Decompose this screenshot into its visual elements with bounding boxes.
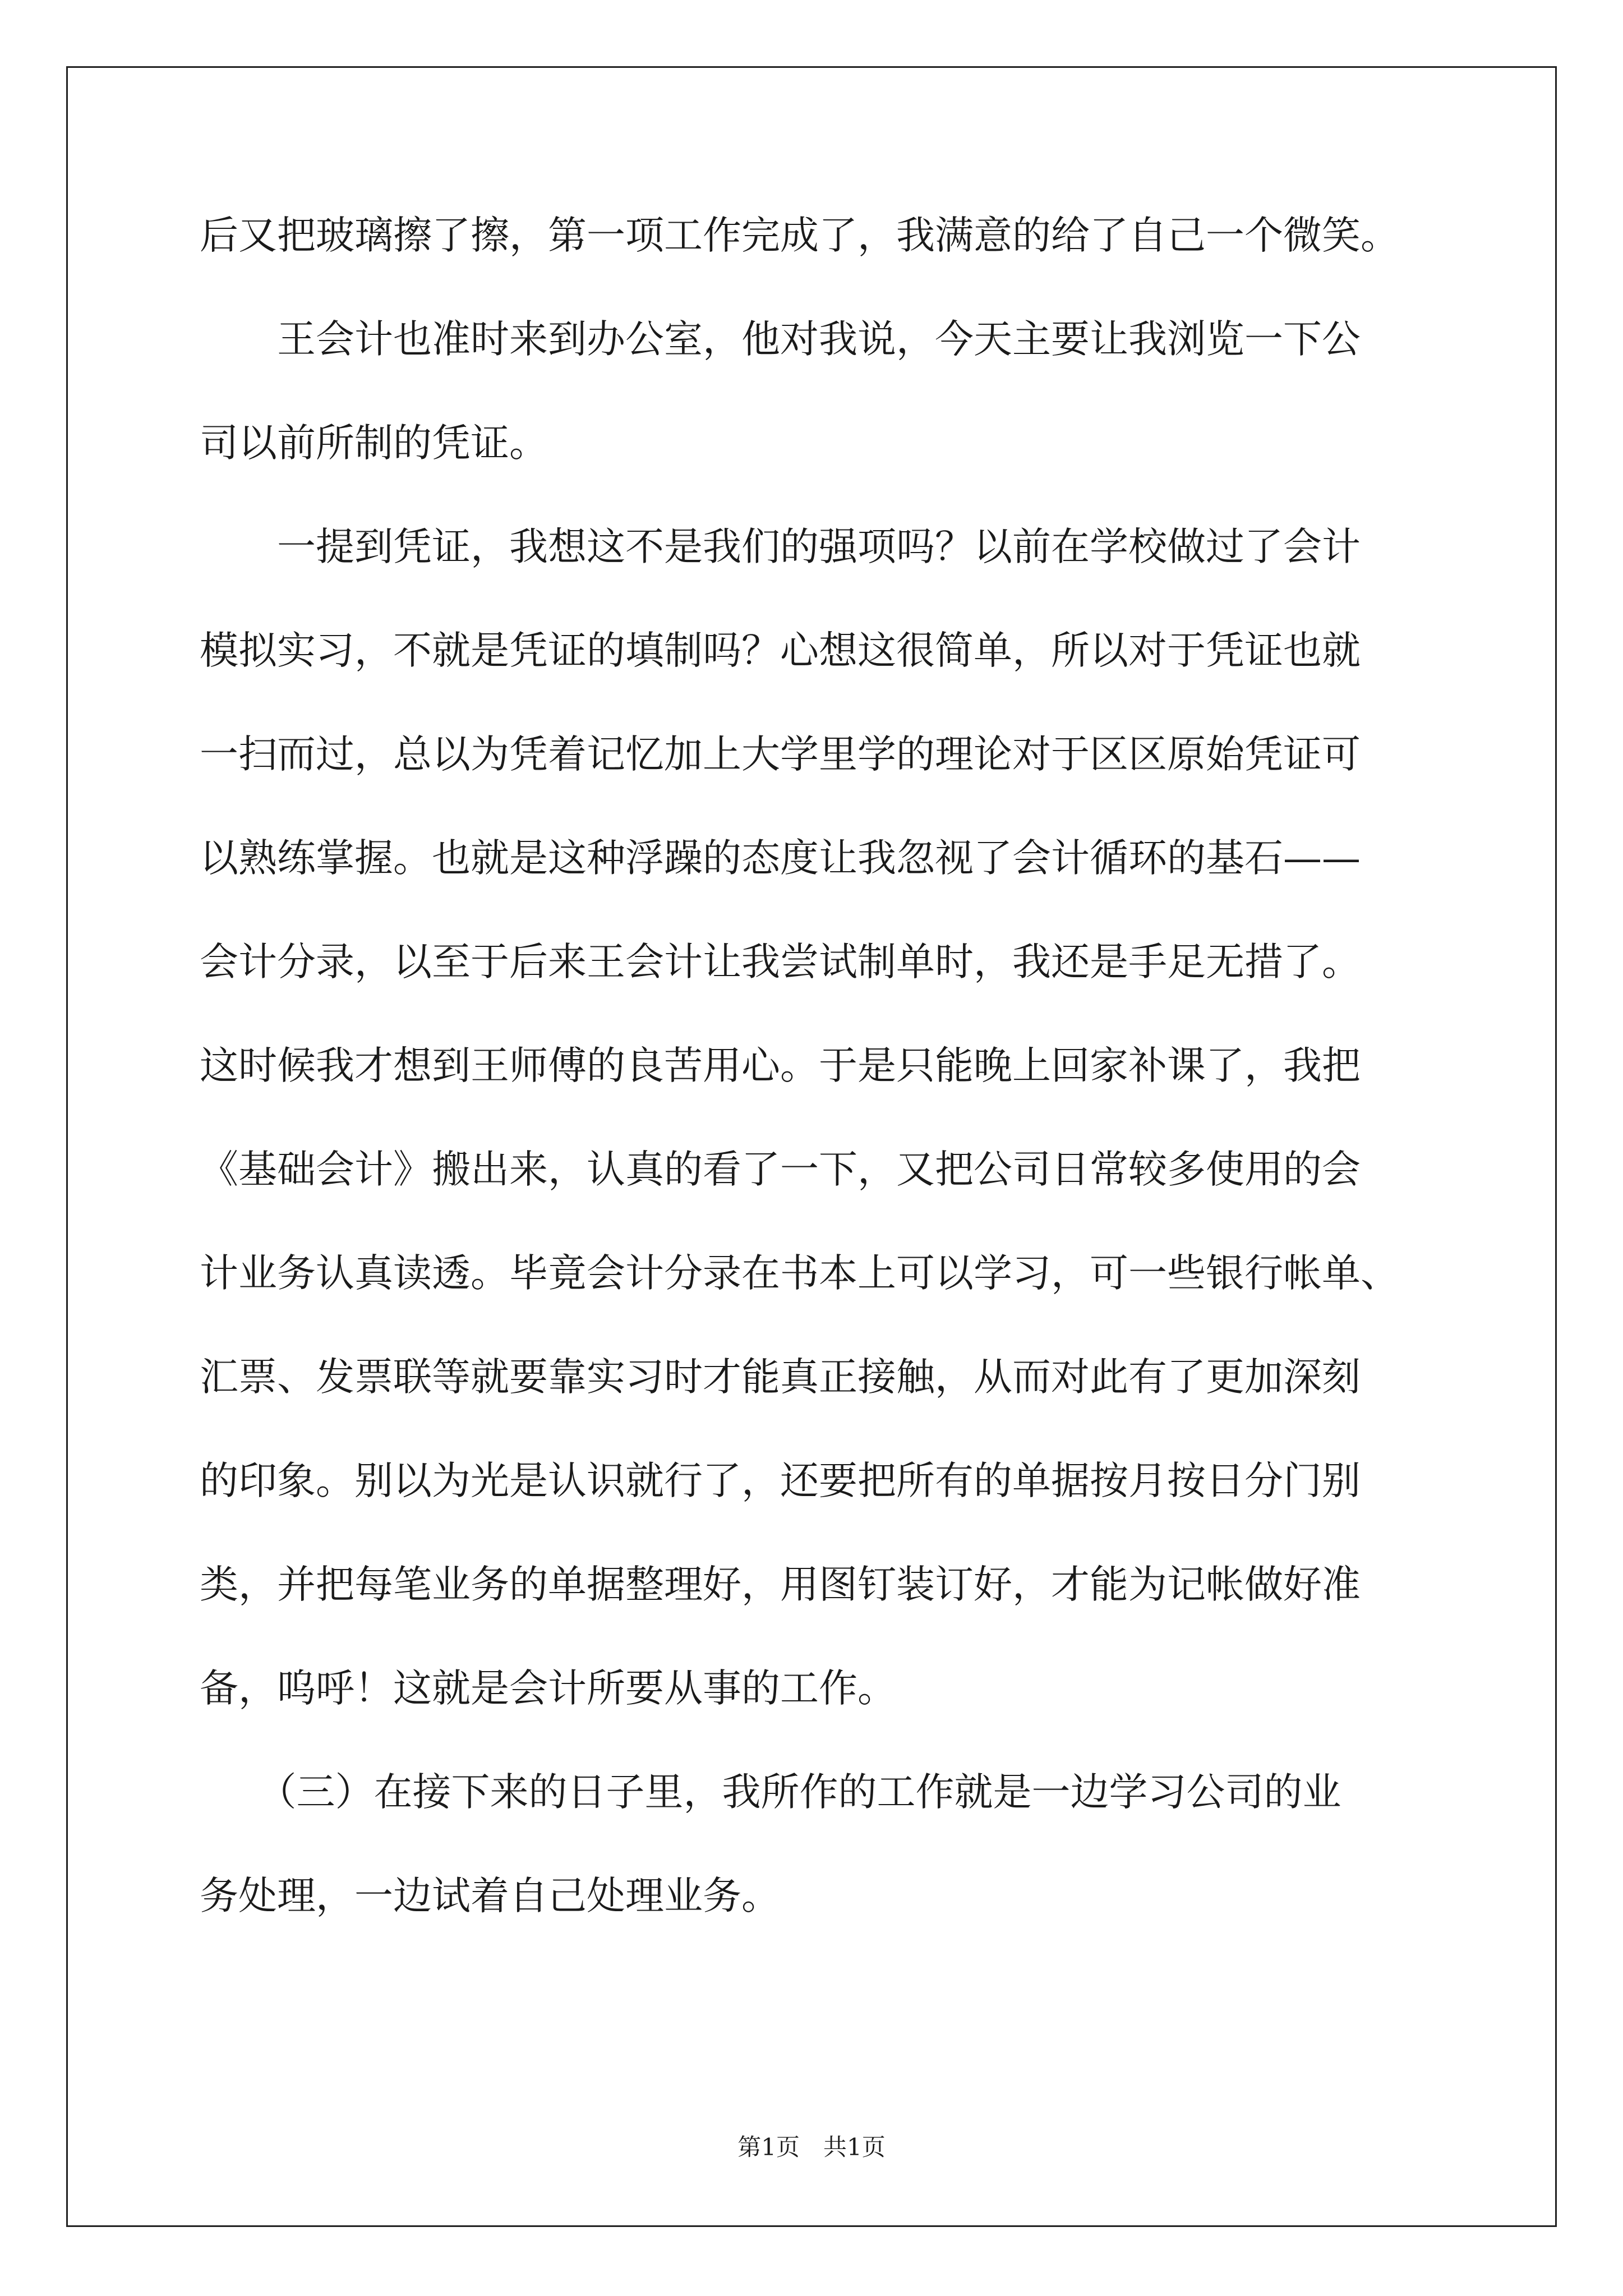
- text-line: 模拟实习，不就是凭证的填制吗？心想这很简单，所以对于凭证也就: [200, 628, 1361, 673]
- text-line: 以熟练掌握。也就是这种浮躁的态度让我忽视了会计循环的基石——: [200, 836, 1361, 881]
- text-line: 这时候我才想到王师傅的良苦用心。于是只能晚上回家补课了，我把: [200, 1043, 1361, 1088]
- text-line: 备，呜呼！这就是会计所要从事的工作。: [200, 1666, 896, 1711]
- text-line: 一扫而过，总以为凭着记忆加上大学里学的理论对于区区原始凭证可: [200, 732, 1361, 777]
- text-line: 王会计也准时来到办公室，他对我说，今天主要让我浏览一下公: [200, 317, 1361, 362]
- text-line: 《基础会计》搬出来，认真的看了一下，又把公司日常较多使用的会: [200, 1147, 1361, 1192]
- text-line: 务处理，一边试着自己处理业务。: [200, 1874, 780, 1918]
- text-line: 司以前所制的凭证。: [200, 421, 548, 466]
- text-line: （三）在接下来的日子里，我所作的工作就是一边学习公司的业: [200, 1770, 1341, 1815]
- text-line: 后又把玻璃擦了擦，第一项工作完成了，我满意的给了自己一个微笑。: [200, 213, 1399, 258]
- text-line: 汇票、发票联等就要靠实习时才能真正接触，从而对此有了更加深刻: [200, 1355, 1361, 1400]
- text-line: 一提到凭证，我想这不是我们的强项吗？以前在学校做过了会计: [200, 524, 1361, 569]
- text-line: 计业务认真读透。毕竟会计分录在书本上可以学习，可一些银行帐单、: [200, 1251, 1399, 1296]
- page-number-footer: 第1页 共1页: [737, 2133, 886, 2161]
- text-line: 类，并把每笔业务的单据整理好，用图钉装订好，才能为记帐做好准: [200, 1562, 1361, 1607]
- text-line: 的印象。别以为光是认识就行了，还要把所有的单据按月按日分门别: [200, 1458, 1361, 1503]
- text-line: 会计分录，以至于后来王会计让我尝试制单时，我还是手足无措了。: [200, 940, 1361, 984]
